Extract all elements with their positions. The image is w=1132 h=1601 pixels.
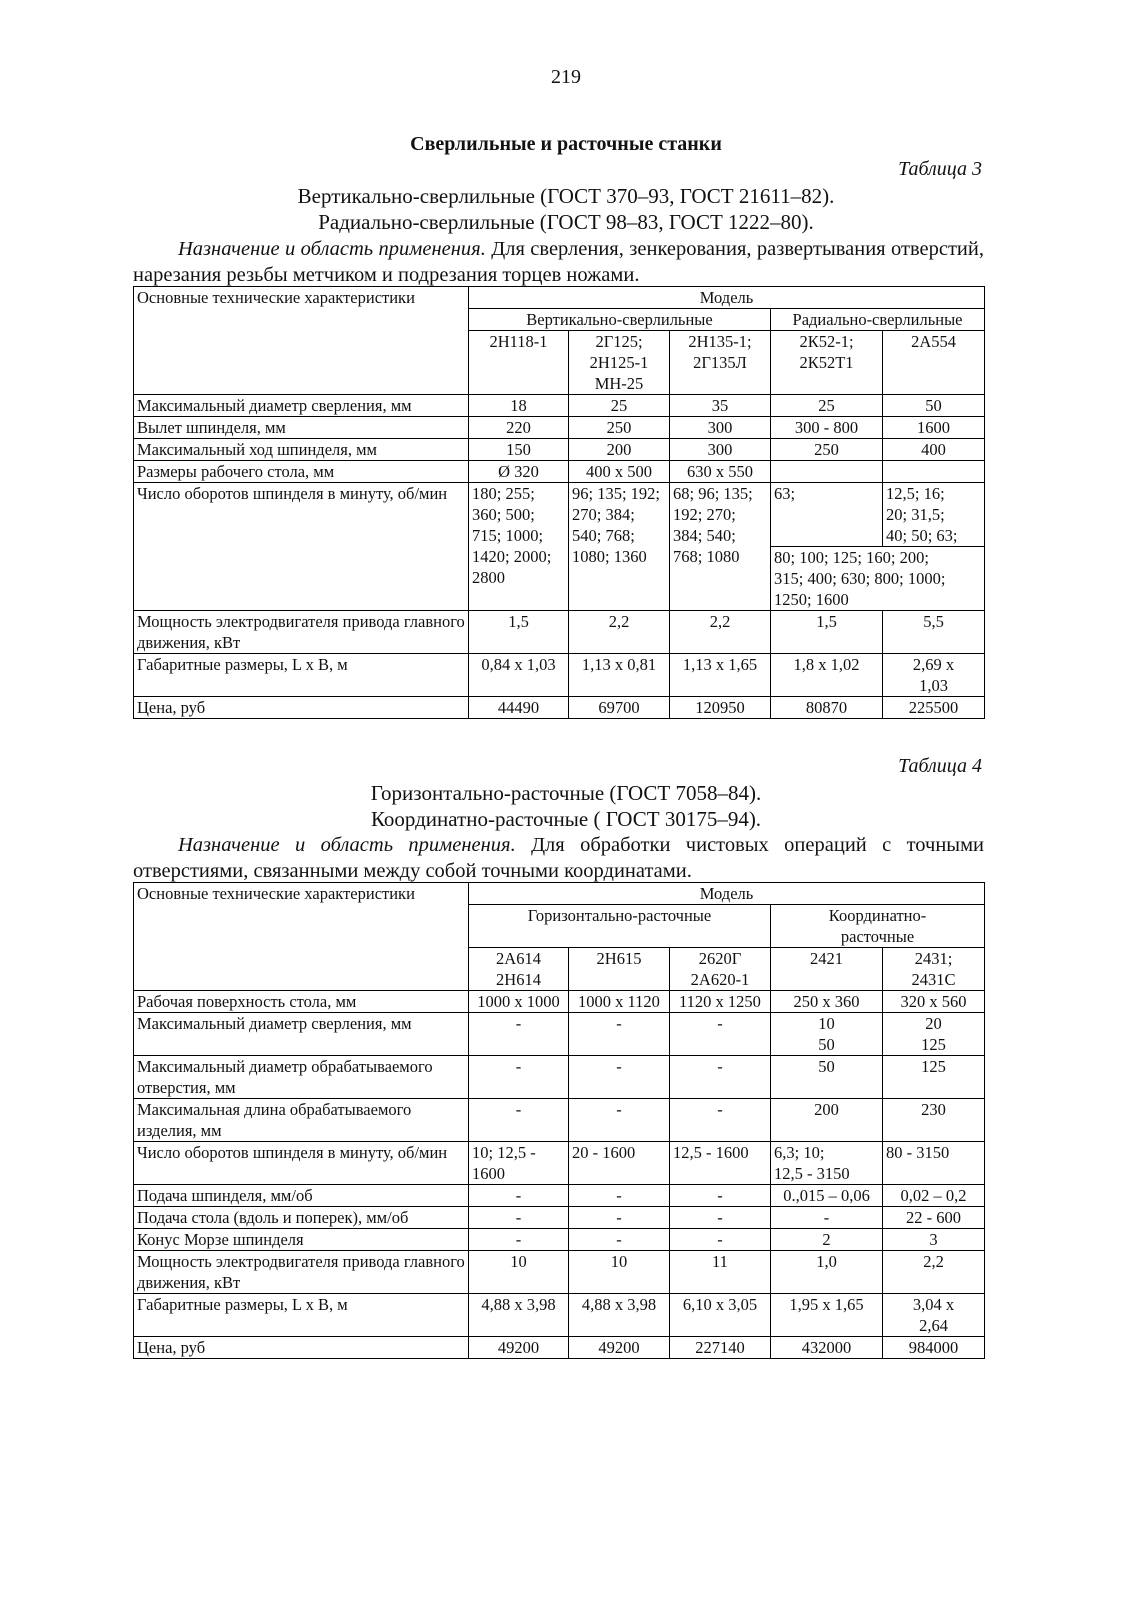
row-value [883,461,985,483]
row-value: - [670,1013,771,1056]
row-label: Число оборотов шпинделя в минуту, об/мин [134,483,469,611]
table-row [134,991,985,1013]
section-title: Сверлильные и расточные станки [410,133,722,155]
table-row [134,1207,985,1229]
row-value: 25 [569,395,670,417]
row-value: - [469,1013,569,1056]
row-value: 300 [670,417,771,439]
table3-group-radial: Радиально-сверлильные [771,309,985,331]
table-row [134,1337,985,1359]
table-row [134,1251,985,1294]
row-value: 50 [883,395,985,417]
row-value: 1000 x 1000 [469,991,569,1013]
table3-model-5: 2А554 [883,331,985,395]
table4-gost-line1: Горизонтально-расточные (ГОСТ 7058–84). [370,781,762,805]
row-value: 12,5 - 1600 [670,1142,771,1185]
table-row [134,1229,985,1251]
row-value: 4,88 x 3,98 [569,1294,670,1337]
table4-purpose [133,832,984,884]
row-value: 69700 [569,697,670,719]
row-value: Ø 320 [469,461,569,483]
row-value: 22 - 600 [883,1207,985,1229]
row-label: Максимальный диаметр обрабатываемого отверстия, мм [134,1056,469,1099]
table-row [134,1185,985,1207]
row-value: 250 [771,439,883,461]
row-value: 2,69 x 1,03 [883,654,985,697]
row-value: 3 [883,1229,985,1251]
row-value: - [670,1099,771,1142]
row-value: 63; [771,483,883,547]
table-row [134,439,985,461]
row-value: 2,2 [883,1251,985,1294]
row-value: - [569,1099,670,1142]
table4-col-characteristics: Основные технические характеристики [134,883,469,991]
row-value: 10; 12,5 - 1600 [469,1142,569,1185]
row-label: Максимальный диаметр сверления, мм [134,395,469,417]
row-value: 400 [883,439,985,461]
row-value: 80870 [771,697,883,719]
row-value: - [569,1013,670,1056]
row-value: 4,88 x 3,98 [469,1294,569,1337]
row-value: 0,02 – 0,2 [883,1185,985,1207]
table-row [134,461,985,483]
row-value: 0,84 x 1,03 [469,654,569,697]
row-value: 180; 255; 360; 500; 715; 1000; 1420; 2000; 2800 [469,483,569,611]
row-value: 200 [771,1099,883,1142]
table3-purpose [133,236,984,288]
table4-purpose-text: Для обработки чистовых операций с точными отверстиями, связанными между собой точными координатами. [133,834,985,882]
row-value: 120950 [670,697,771,719]
row-value: 44490 [469,697,569,719]
row-value: - [469,1207,569,1229]
row-value: 18 [469,395,569,417]
table3-gost-line2: Радиально-сверлильные (ГОСТ 98–83, ГОСТ 1222–80). [318,210,814,234]
table3-purpose-text: Для сверления, зенкерования, развертывания отверстий, нарезания резьбы метчиком и подрезания торцев ножами. [133,238,984,286]
row-value: 250 x 360 [771,991,883,1013]
row-value: - [771,1207,883,1229]
row-value: 225500 [883,697,985,719]
table-row [134,654,985,697]
row-value: - [569,1056,670,1099]
table3-col-model: Модель [469,287,985,309]
table3-model-1: 2Н118-1 [469,331,569,395]
row-value: 1,13 x 1,65 [670,654,771,697]
row-value: - [469,1229,569,1251]
row-value: 35 [670,395,771,417]
row-value: 150 [469,439,569,461]
table4-model-2: 2Н615 [569,948,670,991]
table-row [134,697,985,719]
row-label: Рабочая поверхность стола, мм [134,991,469,1013]
table3-model-4: 2К52-1; 2К52Т1 [771,331,883,395]
row-value: 0.,015 – 0,06 [771,1185,883,1207]
table4-label: Таблица 4 [898,755,982,777]
row-value: 80 - 3150 [883,1142,985,1185]
row-label: Мощность электродвигателя привода главного движения, кВт [134,611,469,654]
row-label: Габаритные размеры, L x B, м [134,654,469,697]
table-row [134,1099,985,1142]
table4-group-coordinate: Координатно- расточные [771,905,985,948]
table4-model-4: 2421 [771,948,883,991]
row-label: Максимальный диаметр сверления, мм [134,1013,469,1056]
row-value: 6,3; 10; 12,5 - 3150 [771,1142,883,1185]
row-value: 200 [569,439,670,461]
row-value: 227140 [670,1337,771,1359]
table-row [134,1294,985,1337]
table-row [134,1142,985,1185]
row-label: Цена, руб [134,1337,469,1359]
row-value: 1,8 x 1,02 [771,654,883,697]
row-value: 20 - 1600 [569,1142,670,1185]
table-row [134,417,985,439]
row-value: 10 50 [771,1013,883,1056]
row-value: 2,2 [569,611,670,654]
row-value: 11 [670,1251,771,1294]
table3-label: Таблица 3 [898,158,982,180]
table4-model-5: 2431; 2431С [883,948,985,991]
row-value-shared: 80; 100; 125; 160; 200; 315; 400; 630; 800; 1000; 1250; 1600 [771,547,985,611]
row-value: 2 [771,1229,883,1251]
row-value: - [469,1185,569,1207]
row-label: Максимальный ход шпинделя, мм [134,439,469,461]
row-value: 1,5 [469,611,569,654]
row-value: 630 x 550 [670,461,771,483]
row-value: 49200 [569,1337,670,1359]
table-row [134,1013,985,1056]
row-value: 230 [883,1099,985,1142]
row-value: - [569,1207,670,1229]
page-number: 219 [551,66,581,88]
row-label: Конус Морзе шпинделя [134,1229,469,1251]
row-value: 125 [883,1056,985,1099]
row-value: 1,95 x 1,65 [771,1294,883,1337]
row-value: - [670,1229,771,1251]
row-value: 2,2 [670,611,771,654]
row-value: 432000 [771,1337,883,1359]
row-label: Цена, руб [134,697,469,719]
row-value: - [670,1056,771,1099]
table4-purpose-label: Назначение и область применения. [178,834,516,856]
row-value: 1120 x 1250 [670,991,771,1013]
row-value: - [469,1099,569,1142]
table4-group-horizontal: Горизонтально-расточные [469,905,771,948]
row-label: Подача стола (вдоль и поперек), мм/об [134,1207,469,1229]
table3-model-2: 2Г125; 2Н125-1 МН-25 [569,331,670,395]
table3-gost-line1: Вертикально-сверлильные (ГОСТ 370–93, ГОСТ 21611–82). [297,184,835,208]
row-value: 300 - 800 [771,417,883,439]
row-value: 1600 [883,417,985,439]
row-value: 1000 x 1120 [569,991,670,1013]
row-value: - [670,1207,771,1229]
table3-purpose-label: Назначение и область применения. [178,238,486,260]
row-value: - [469,1056,569,1099]
row-value: 250 [569,417,670,439]
row-value: 1,5 [771,611,883,654]
table-row [134,611,985,654]
table4-col-model: Модель [469,883,985,905]
row-value: 25 [771,395,883,417]
row-value: 20 125 [883,1013,985,1056]
row-label: Мощность электродвигателя привода главного движения, кВт [134,1251,469,1294]
row-value: 96; 135; 192; 270; 384; 540; 768; 1080; 1360 [569,483,670,611]
table3-group-vertical: Вертикально-сверлильные [469,309,771,331]
row-label: Число оборотов шпинделя в минуту, об/мин [134,1142,469,1185]
row-value: 984000 [883,1337,985,1359]
row-value: 50 [771,1056,883,1099]
row-value: 400 x 500 [569,461,670,483]
row-value: - [670,1185,771,1207]
row-value: 68; 96; 135; 192; 270; 384; 540; 768; 1080 [670,483,771,611]
table3-model-3: 2Н135-1; 2Г135Л [670,331,771,395]
row-label: Габаритные размеры, L x B, м [134,1294,469,1337]
row-value: 49200 [469,1337,569,1359]
table4-model-1: 2А614 2Н614 [469,948,569,991]
row-label: Максимальная длина обрабатываемого изделия, мм [134,1099,469,1142]
row-label: Подача шпинделя, мм/об [134,1185,469,1207]
table-row [134,1056,985,1099]
row-value: 300 [670,439,771,461]
row-label: Размеры рабочего стола, мм [134,461,469,483]
row-value: 5,5 [883,611,985,654]
row-label: Вылет шпинделя, мм [134,417,469,439]
table3-speed-row [134,483,985,547]
row-value: 320 x 560 [883,991,985,1013]
table3-col-characteristics: Основные технические характеристики [134,287,469,395]
table4-gost-line2: Координатно-расточные ( ГОСТ 30175–94). [370,807,762,831]
row-value: 220 [469,417,569,439]
row-value [771,461,883,483]
table-row [134,395,985,417]
row-value: 10 [569,1251,670,1294]
row-value: 3,04 x 2,64 [883,1294,985,1337]
table4 [133,882,985,1359]
row-value: 1,0 [771,1251,883,1294]
row-value: 10 [469,1251,569,1294]
row-value: - [569,1185,670,1207]
row-value: 12,5; 16; 20; 31,5; 40; 50; 63; [883,483,985,547]
table4-model-3: 2620Г 2А620-1 [670,948,771,991]
row-value: 6,10 x 3,05 [670,1294,771,1337]
row-value: 1,13 x 0,81 [569,654,670,697]
row-value: - [569,1229,670,1251]
table3 [133,286,985,719]
